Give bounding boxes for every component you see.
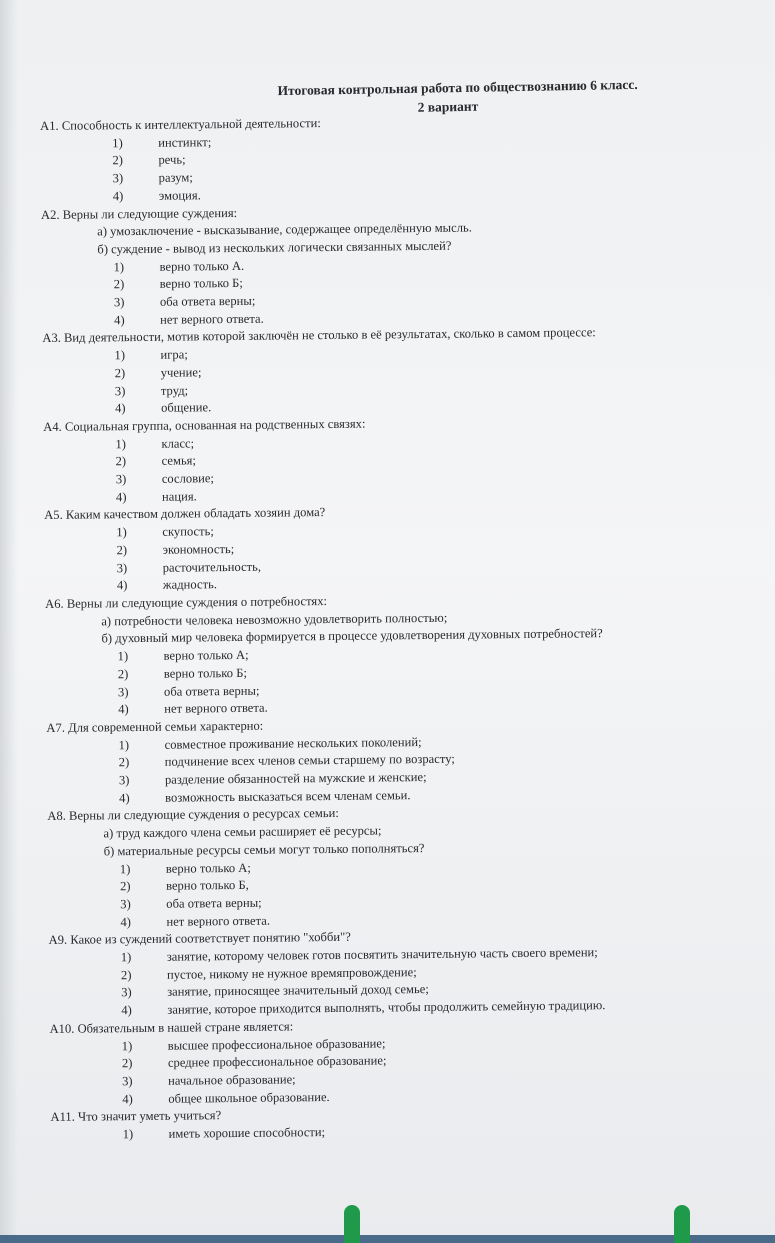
answer-option-number: 1)	[113, 259, 125, 274]
question-list	[40, 111, 751, 1145]
answer-option-number: 3)	[122, 1074, 133, 1089]
answer-option-number: 1)	[120, 950, 132, 965]
question-statement: б) духовный мир человека формируется в процессе удовлетворения духовных потребностей?	[101, 626, 603, 646]
answer-option-text: класс;	[161, 436, 195, 451]
answer-option-text: занятие, которое приходится выполнять, чтобы продолжить семейную традицию.	[167, 998, 606, 1017]
answer-option-text: подчинение всех членов семьи старшему по возрасту;	[164, 752, 455, 770]
answer-option-number: 2)	[121, 1056, 133, 1071]
answer-option-text: оба ответа верны;	[159, 293, 256, 309]
answer-option-number: 2)	[116, 542, 128, 558]
answer-option-text: труд;	[160, 383, 189, 398]
answer-option-text: иметь хорошие способности;	[168, 1125, 326, 1141]
question-text: A2. Верны ли следующие суждения:	[40, 205, 238, 222]
answer-option-text: пустое, никому не нужное времяпровождение;	[166, 964, 417, 982]
question-statement: а) потребности человека невозможно удовлетворить полностью;	[101, 610, 448, 629]
answer-option-number: 2)	[118, 755, 130, 770]
answer-option-number: 3)	[117, 684, 129, 699]
question-a1	[40, 111, 741, 207]
answer-option-number: 3)	[113, 295, 125, 310]
paper-edge-shadow	[0, 0, 18, 1243]
answer-option-text: разделение обязанностей на мужские и женские;	[164, 770, 427, 787]
answer-option-text: жадность.	[162, 577, 218, 593]
answer-option-text: речь;	[158, 152, 186, 168]
question-a3	[42, 323, 743, 419]
answer-option-number: 1)	[119, 861, 131, 876]
question-text: A4. Социальная группа, основанная на родственных связях:	[43, 416, 366, 434]
answer-option-number: 1)	[122, 1127, 134, 1142]
test-title: Итоговая контрольная работа по обществознанию 6 класс.	[277, 76, 638, 99]
answer-option-number: 1)	[117, 649, 129, 664]
answer-option-number: 3)	[118, 773, 130, 788]
answer-option-text: нет верного ответа.	[164, 700, 268, 716]
question-text: A7. Для современной семьи характерно:	[46, 718, 264, 735]
answer-option-text: верно только А.	[159, 258, 245, 274]
question-a11	[50, 1102, 750, 1145]
question-statement: б) суждение - вывод из нескольких логически связанных мыслей?	[97, 238, 452, 257]
answer-option-number: 2)	[113, 277, 125, 292]
answer-option-text: нет верного ответа.	[160, 311, 264, 327]
answer-option-number: 2)	[114, 365, 126, 381]
question-text: A10. Обязательным в нашей стране является:	[49, 1019, 294, 1036]
answer-option-number: 2)	[117, 666, 129, 682]
question-a6	[45, 589, 746, 720]
answer-option-text: скупость;	[162, 524, 214, 539]
answer-option-number: 3)	[116, 560, 128, 575]
table-edge	[0, 1235, 775, 1243]
question-text: A6. Верны ли следующие суждения о потребностях:	[45, 594, 328, 611]
answer-option-number: 3)	[114, 383, 126, 398]
answer-option-text: верно только А;	[165, 860, 251, 876]
answer-option-text: экономность;	[162, 541, 235, 557]
answer-option-text: занятие, которому человек готов посвятить значительную часть своего времени;	[166, 945, 598, 964]
answer-option-text: семья;	[161, 453, 197, 469]
green-clip-left	[344, 1205, 360, 1243]
question-text: A3. Вид деятельности, мотив которой заключён не столько в её результатах, сколько в самом процессе:	[42, 325, 596, 346]
question-a2	[41, 199, 742, 330]
question-text: A11. Что значит уметь учиться?	[50, 1108, 222, 1125]
question-text: A1. Способность к интеллектуальной деятельности:	[40, 116, 321, 133]
answer-option-text: расточительность,	[162, 559, 262, 575]
answer-option-text: среднее профессиональное образование;	[167, 1053, 387, 1070]
answer-option-number: 3)	[115, 472, 127, 487]
answer-option-number: 2)	[115, 454, 127, 469]
answer-option-text: верно только А;	[163, 647, 249, 663]
answer-option-text: верно только Б;	[163, 665, 248, 681]
answer-option-number: 1)	[116, 525, 127, 540]
answer-option-number: 4)	[115, 489, 127, 504]
question-a8	[47, 801, 748, 932]
answer-option-text: эмоция.	[158, 188, 201, 203]
answer-option-number: 2)	[112, 153, 124, 168]
answer-option-number: 4)	[116, 578, 128, 593]
answer-option-number: 4)	[118, 702, 129, 717]
question-text: A5. Каким качеством должен обладать хозяин дома?	[44, 505, 326, 523]
answer-option-number: 1)	[118, 737, 130, 752]
answer-option-number: 1)	[121, 1038, 133, 1053]
answer-option-text: высшее профессиональное образование;	[167, 1035, 386, 1053]
answer-option-text: учение;	[160, 365, 202, 380]
question-a5	[44, 500, 745, 596]
question-a7	[46, 713, 747, 809]
answer-option-number: 3)	[121, 985, 132, 1000]
answer-option-text: игра;	[160, 347, 188, 362]
answer-option-text: оба ответа верны;	[163, 683, 260, 699]
answer-option-text: занятие, приносящее значительный доход семье;	[167, 982, 429, 1000]
question-a10	[49, 1013, 750, 1109]
question-statement: а) умозаключение - высказывание, содержащее определённую мысль.	[97, 220, 472, 239]
answer-option-number: 1)	[114, 348, 126, 363]
answer-option-text: инстинкт;	[158, 134, 212, 150]
test-variant: 2 вариант	[417, 98, 479, 115]
answer-option-number: 3)	[112, 171, 124, 186]
answer-option-number: 2)	[119, 879, 131, 894]
answer-option-text: разум;	[158, 170, 193, 185]
answer-option-text: оба ответа верны;	[166, 895, 262, 911]
answer-option-number: 1)	[112, 135, 123, 150]
answer-option-text: возможность высказаться всем членам семьи.	[165, 787, 411, 805]
answer-option-text: совместное проживание нескольких поколений;	[164, 734, 422, 752]
answer-option-number: 4)	[112, 188, 124, 204]
answer-option-text: верно только Б,	[165, 878, 249, 893]
answer-option-number: 4)	[114, 312, 125, 327]
answer-option-number: 2)	[120, 967, 132, 982]
green-clip-right	[674, 1205, 690, 1243]
question-text: A9. Какое из суждений соответствует понятию "хобби"?	[48, 930, 351, 948]
question-a9	[49, 925, 750, 1021]
answer-option-text: верно только Б;	[159, 276, 243, 292]
question-a4	[43, 412, 744, 508]
answer-option-number: 4)	[114, 401, 126, 416]
question-text: A8. Верны ли следующие суждения о ресурсах семьи:	[47, 806, 339, 824]
answer-option-text: начальное образование;	[168, 1072, 296, 1088]
answer-option-text: сословие;	[161, 471, 215, 486]
answer-option-number: 1)	[115, 436, 126, 451]
question-statement: б) материальные ресурсы семьи могут только пополняться?	[103, 840, 425, 859]
answer-option-text: общее школьное образование.	[168, 1089, 330, 1106]
answer-option-text: нация.	[161, 489, 197, 504]
answer-option-number: 4)	[121, 1003, 132, 1018]
answer-option-text: общение.	[160, 400, 212, 415]
answer-option-text: нет верного ответа.	[166, 913, 271, 929]
answer-option-number: 4)	[122, 1091, 133, 1106]
answer-option-number: 3)	[120, 897, 131, 912]
answer-option-number: 4)	[119, 790, 130, 805]
question-statement: а) труд каждого члена семьи расширяет её ресурсы;	[103, 823, 382, 841]
answer-option-number: 4)	[120, 914, 131, 929]
